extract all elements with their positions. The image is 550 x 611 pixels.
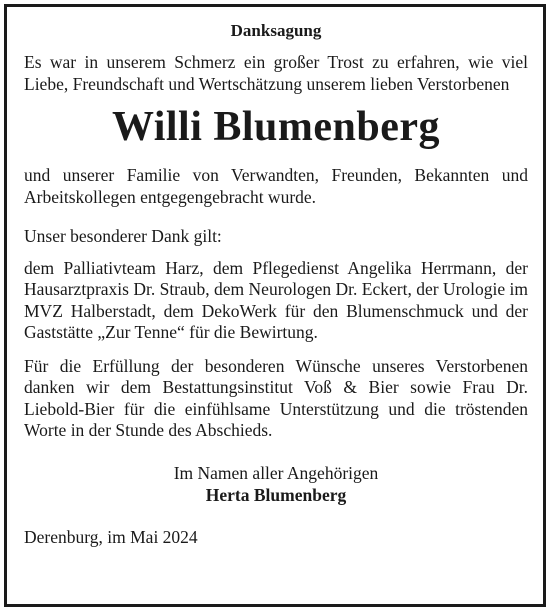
signature-line: Im Namen aller Angehörigen <box>173 462 379 483</box>
wishes-paragraph: Für die Erfüllung der besonderen Wünsche unseres Verstorbenen danken wir dem Bestattungsinstitut Voß & Bier sowie Frau Dr. Liebold-Bier für die einfühlsame Unterstützung und die tröstenden Worte in der Stunde des Abschieds. <box>24 355 528 440</box>
obituary-thank-you-notice <box>24 20 528 548</box>
notice-heading: Danksagung <box>230 21 322 40</box>
signature-name: Herta Blumenberg <box>205 484 347 505</box>
thanks-list-paragraph: dem Palliativteam Harz, dem Pflegedienst Angelika Herrmann, der Hausarztpraxis Dr. Straub, dem Neurologen Dr. Eckert, der Urologie im MVZ Halberstadt, dem DekoWerk für den Blumenschmuck und der Gaststätte „Zur Tenne“ für die Bewirtung. <box>24 257 528 342</box>
family-paragraph: und unserer Familie von Verwandten, Freunden, Bekannten und Arbeitskollegen entgegengebracht wurde. <box>24 165 528 207</box>
place-and-date: Derenburg, im Mai 2024 <box>24 526 198 547</box>
intro-paragraph: Es war in unserem Schmerz ein großer Trost zu erfahren, wie viel Liebe, Freundschaft und Wertschätzung unserem lieben Verstorbenen <box>24 52 528 94</box>
thanks-label: Unser besonderer Dank gilt: <box>24 226 222 246</box>
deceased-name: Willi Blumenberg <box>111 104 441 150</box>
